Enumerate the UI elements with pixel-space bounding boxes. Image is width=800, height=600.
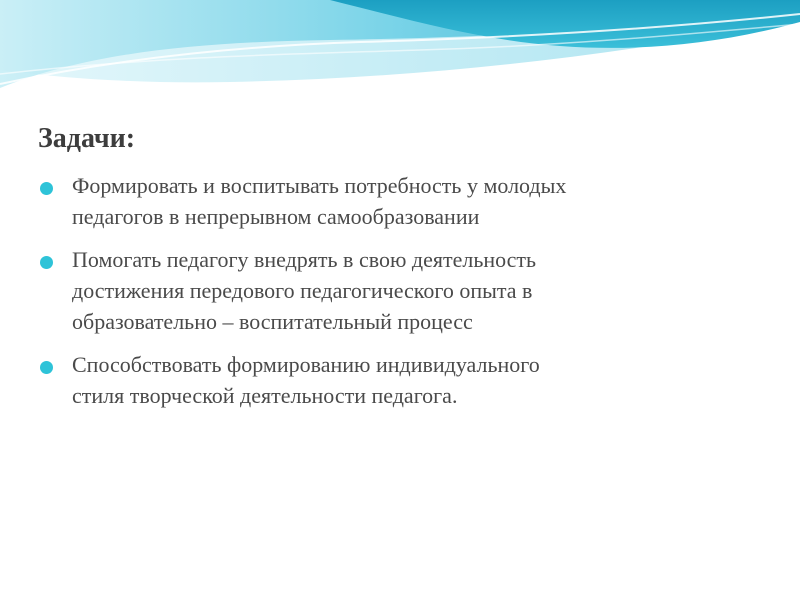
bullet-list: [40, 170, 740, 423]
bullet-text-line: образовательно – воспитательный процесс: [72, 309, 473, 334]
slide-title: Задачи:: [38, 123, 136, 154]
bullet-text-line: педагогов в непрерывном самообразовании: [72, 204, 480, 229]
bullet-text-line: Помогать педагогу внедрять в свою деятельность: [72, 247, 537, 272]
bullet-text-line: достижения передового педагогического опыта в: [72, 278, 533, 303]
list-item: [40, 349, 740, 411]
bullet-dot-icon: [40, 182, 53, 195]
list-item: [40, 244, 740, 337]
bullet-text-line: Способствовать формированию индивидуального: [72, 352, 540, 377]
bullet-text-line: стиля творческой деятельности педагога.: [72, 383, 458, 408]
bullet-dot-icon: [40, 361, 53, 374]
bullet-text-line: Формировать и воспитывать потребность у молодых: [72, 173, 567, 198]
list-item: [40, 170, 740, 232]
bullet-dot-icon: [40, 256, 53, 269]
wave-header-decoration: [0, 0, 800, 100]
